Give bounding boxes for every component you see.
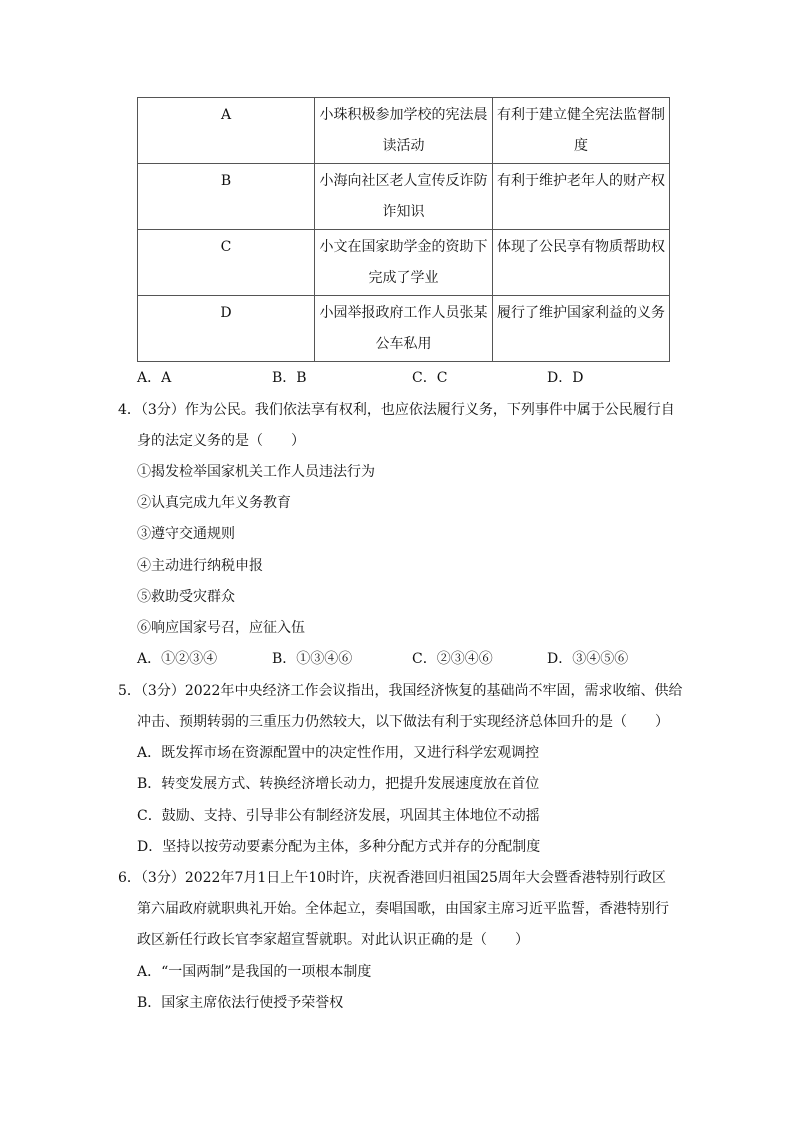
q6-stem-line-3: 政区新任行政长官李家超宣誓就职。对此认识正确的是（ ） (137, 932, 529, 948)
choice-c[interactable]: C．②③④⑥ (412, 651, 493, 667)
q4-item-1: ①揭发检举国家机关工作人员违法行为 (137, 464, 375, 480)
q5-stem-line-2: 冲击、预期转弱的三重压力仍然较大，以下做法有利于实现经济总体回升的是（ ） (137, 714, 669, 730)
q4-item-3: ③遵守交通规则 (137, 526, 235, 542)
q4-stem-line-1: 4．（3分）作为公民。我们依法享有权利，也应依法履行义务，下列事件中属于公民履行自 (118, 402, 675, 418)
q6-stem-line-2: 第六届政府就职典礼开始。全体起立，奏唱国歌，由国家主席习近平监誓，香港特别行 (137, 901, 669, 917)
q5-choice-b[interactable]: B．转变发展方式、转换经济增长动力，把提升发展速度放在首位 (137, 776, 540, 792)
q5-choice-d[interactable]: D．坚持以按劳动要素分配为主体，多种分配方式并存的分配制度 (137, 839, 541, 855)
choice-a[interactable]: A．A (137, 370, 172, 386)
q5-choice-a[interactable]: A．既发挥市场在资源配置中的决定性作用，又进行科学宏观调控 (137, 745, 540, 761)
row-letter: C (138, 230, 315, 296)
choice-d[interactable]: D．D (547, 370, 584, 386)
row-event: 小园举报政府工作人员张某 公车私用 (315, 296, 493, 362)
row-letter: B (138, 164, 315, 230)
row-event: 小珠积极参加学校的宪法晨 读活动 (315, 98, 493, 164)
row-event: 小海向社区老人宣传反诈防 诈知识 (315, 164, 493, 230)
row-note: 有利于建立健全宪法监督制 度 (493, 98, 670, 164)
q3-options-table (137, 97, 670, 362)
table-row (138, 164, 670, 230)
q6-choice-b[interactable]: B．国家主席依法行使授予荣誉权 (137, 995, 344, 1011)
choice-c[interactable]: C．C (412, 370, 448, 386)
row-note: 履行了维护国家利益的义务 (493, 296, 670, 362)
q4-stem-line-2: 身的法定义务的是（ ） (137, 433, 305, 449)
choice-b[interactable]: B．B (272, 370, 307, 386)
q4-choices (137, 649, 697, 669)
q4-item-4: ④主动进行纳税申报 (137, 558, 263, 574)
row-letter: D (138, 296, 315, 362)
table-row (138, 296, 670, 362)
row-note: 体现了公民享有物质帮助权 (493, 230, 670, 296)
row-event: 小文在国家助学金的资助下 完成了学业 (315, 230, 493, 296)
row-letter: A (138, 98, 315, 164)
q6-choice-a[interactable]: A．“一国两制”是我国的一项根本制度 (137, 964, 372, 980)
q4-item-2: ②认真完成九年义务教育 (137, 495, 291, 511)
q5-stem-line-1: 5．（3分）2022年中央经济工作会议指出，我国经济恢复的基础尚不牢固，需求收缩、供给 (118, 683, 683, 699)
q4-item-5: ⑤救助受灾群众 (137, 589, 235, 605)
choice-b[interactable]: B．①③④⑥ (272, 651, 353, 667)
choice-d[interactable]: D．③④⑤⑥ (547, 651, 629, 667)
q6-stem-line-1: 6．（3分）2022年7月1日上午10时许，庆祝香港回归祖国25周年大会暨香港特别行政区 (118, 870, 666, 886)
q5-choice-c[interactable]: C．鼓励、支持、引导非公有制经济发展，巩固其主体地位不动摇 (137, 808, 540, 824)
q4-item-6: ⑥响应国家号召，应征入伍 (137, 620, 305, 636)
table-row (138, 230, 670, 296)
table-row (138, 98, 670, 164)
row-note: 有利于维护老年人的财产权 (493, 164, 670, 230)
q3-choices (137, 368, 697, 388)
choice-a[interactable]: A．①②③④ (137, 651, 218, 667)
